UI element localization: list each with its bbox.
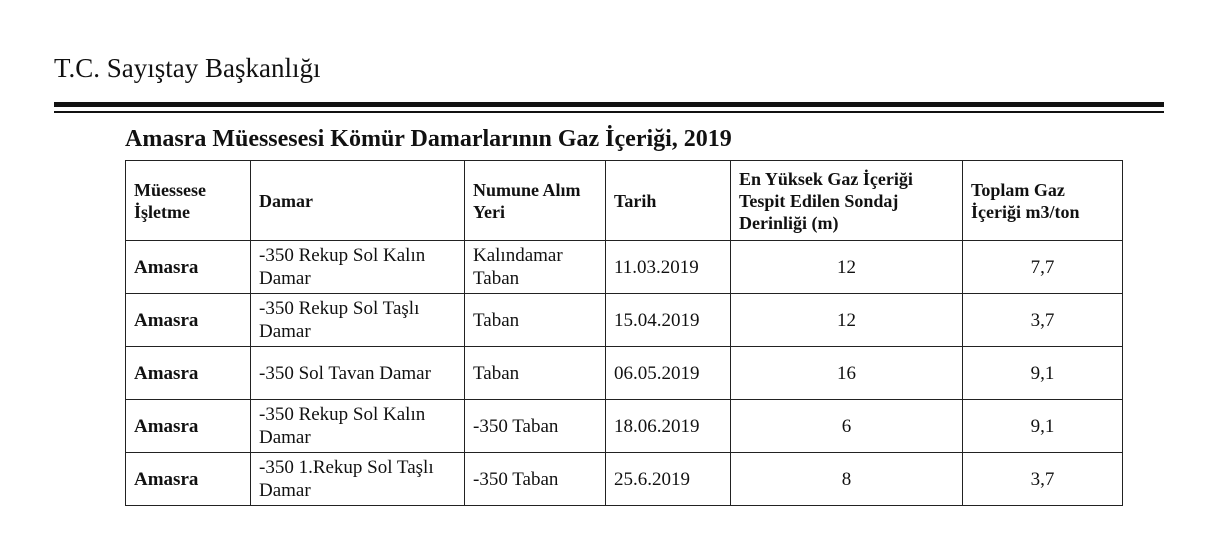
header-rule-thick <box>54 102 1164 107</box>
cell-tarih: 18.06.2019 <box>606 400 731 453</box>
table-title: Amasra Müessesesi Kömür Damarlarının Gaz İçeriği, 2019 <box>125 126 732 152</box>
table-header-row <box>126 161 1123 241</box>
column-header-damar: Damar <box>251 161 465 241</box>
cell-tarih: 11.03.2019 <box>606 241 731 294</box>
column-header-tarih: Tarih <box>606 161 731 241</box>
cell-muessese: Amasra <box>126 241 251 294</box>
cell-tarih: 15.04.2019 <box>606 294 731 347</box>
cell-damar: -350 Rekup Sol Kalın Damar <box>251 400 465 453</box>
table-row <box>126 294 1123 347</box>
cell-numune: -350 Taban <box>465 453 606 506</box>
table-row <box>126 453 1123 506</box>
document-header-title: T.C. Sayıştay Başkanlığı <box>54 53 321 83</box>
cell-toplam-gaz: 9,1 <box>963 347 1123 400</box>
cell-numune: Kalındamar Taban <box>465 241 606 294</box>
cell-muessese: Amasra <box>126 453 251 506</box>
cell-numune: -350 Taban <box>465 400 606 453</box>
cell-muessese: Amasra <box>126 400 251 453</box>
column-header-derinlik: En Yüksek Gaz İçeriği Tespit Edilen Sondaj Derinliği (m) <box>731 161 963 241</box>
column-header-muessese: Müessese İşletme <box>126 161 251 241</box>
cell-toplam-gaz: 9,1 <box>963 400 1123 453</box>
cell-derinlik: 12 <box>731 241 963 294</box>
cell-numune: Taban <box>465 347 606 400</box>
table-row <box>126 241 1123 294</box>
cell-damar: -350 1.Rekup Sol Taşlı Damar <box>251 453 465 506</box>
header-rule-thin <box>54 111 1164 113</box>
cell-damar: -350 Sol Tavan Damar <box>251 347 465 400</box>
cell-derinlik: 12 <box>731 294 963 347</box>
cell-numune: Taban <box>465 294 606 347</box>
cell-damar: -350 Rekup Sol Taşlı Damar <box>251 294 465 347</box>
cell-toplam-gaz: 3,7 <box>963 453 1123 506</box>
cell-derinlik: 8 <box>731 453 963 506</box>
cell-toplam-gaz: 7,7 <box>963 241 1123 294</box>
cell-derinlik: 6 <box>731 400 963 453</box>
table-row <box>126 400 1123 453</box>
cell-muessese: Amasra <box>126 294 251 347</box>
cell-derinlik: 16 <box>731 347 963 400</box>
cell-tarih: 06.05.2019 <box>606 347 731 400</box>
cell-toplam-gaz: 3,7 <box>963 294 1123 347</box>
cell-damar: -350 Rekup Sol Kalın Damar <box>251 241 465 294</box>
table-row <box>126 347 1123 400</box>
cell-muessese: Amasra <box>126 347 251 400</box>
column-header-numune: Numune Alım Yeri <box>465 161 606 241</box>
cell-tarih: 25.6.2019 <box>606 453 731 506</box>
column-header-toplam-gaz: Toplam Gaz İçeriği m3/ton <box>963 161 1123 241</box>
gas-content-table <box>125 160 1123 506</box>
